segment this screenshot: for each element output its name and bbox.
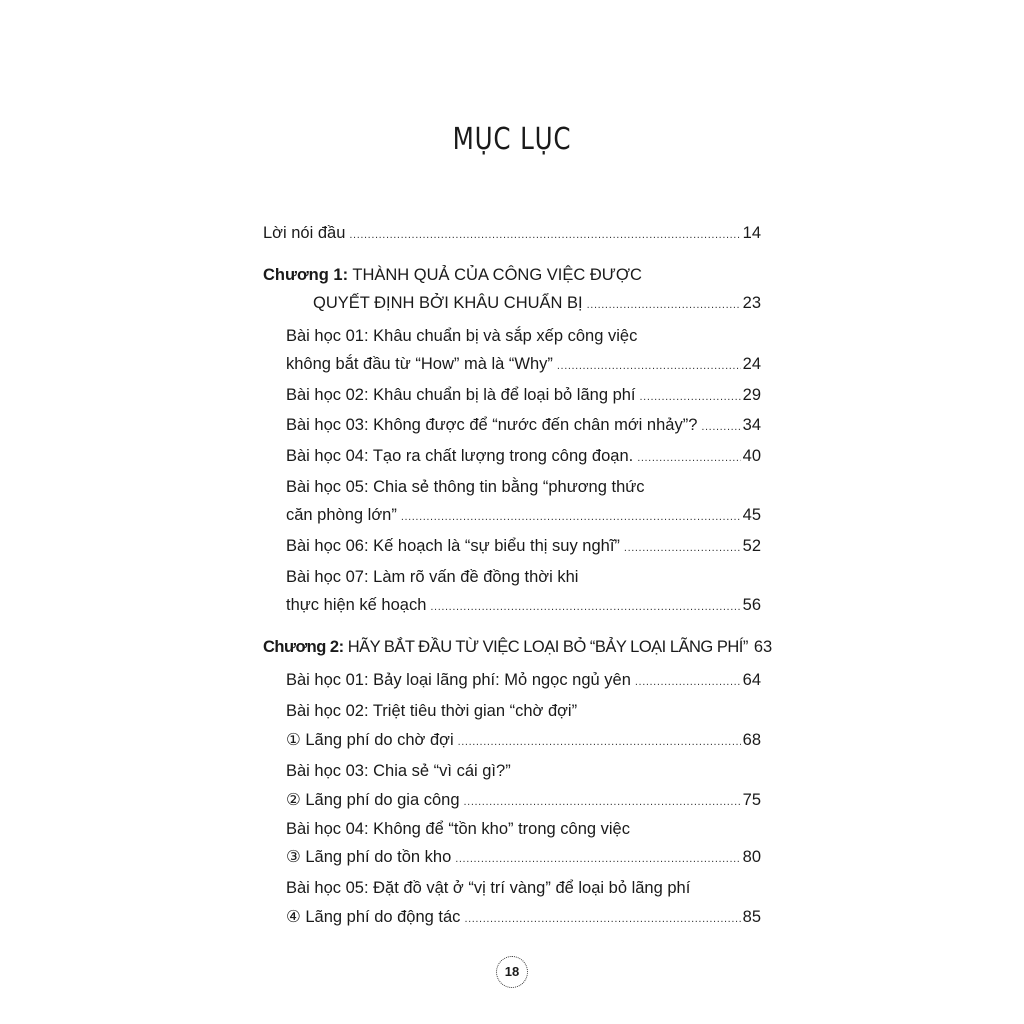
- toc-page-number: 34: [742, 416, 761, 434]
- toc-lesson-1-1-line-2[interactable]: [286, 351, 761, 377]
- lesson-title: Bài học 05: Đặt đồ vật ở “vị trí vàng” để loại bỏ lãng phí: [286, 879, 691, 897]
- toc-lesson-2-1[interactable]: [286, 667, 761, 693]
- leader-dots: [637, 443, 740, 471]
- toc-lesson-2-3-line-2[interactable]: [286, 787, 761, 813]
- lesson-subtitle: ② Lãng phí do gia công: [286, 791, 460, 809]
- lesson-subtitle: ③ Lãng phí do tồn kho: [286, 848, 452, 866]
- toc-page-number: 64: [742, 671, 761, 689]
- toc-lesson-2-4-line-2[interactable]: [286, 844, 761, 870]
- lesson-title: Bài học 04: Tạo ra chất lượng trong công đoạn.: [286, 447, 634, 465]
- toc-lesson-2-5-line-1[interactable]: [286, 875, 690, 901]
- lesson-title: Bài học 02: Triệt tiêu thời gian “chờ đợi”: [286, 702, 578, 720]
- page-title: MỤC LỤC: [452, 122, 572, 157]
- toc-page-number: 80: [742, 848, 761, 866]
- toc-lesson-1-1-line-1[interactable]: [286, 323, 637, 349]
- toc-page-number: 14: [742, 224, 761, 242]
- leader-dots: [635, 667, 741, 695]
- leader-dots: [464, 904, 740, 932]
- toc-page-number: 24: [742, 355, 761, 373]
- leader-dots: [455, 844, 740, 872]
- lesson-title: Bài học 07: Làm rõ vấn đề đồng thời khi: [286, 568, 579, 586]
- toc-entry-text: Lời nói đầu: [263, 224, 346, 242]
- toc-lesson-2-4-line-1[interactable]: [286, 816, 630, 842]
- toc-lesson-1-5-line-1[interactable]: [286, 474, 645, 500]
- lesson-subtitle: ① Lãng phí do chờ đợi: [286, 731, 454, 749]
- toc-page-number: 68: [742, 731, 761, 749]
- chapter-title-cont: QUYẾT ĐỊNH BỞI KHÂU CHUẨN BỊ: [313, 294, 583, 312]
- lesson-title: Bài học 02: Khâu chuẩn bị là để loại bỏ lãng phí: [286, 386, 636, 404]
- leader-dots: [430, 592, 740, 620]
- toc-lesson-1-5-line-2[interactable]: [286, 502, 761, 528]
- lesson-title-cont: căn phòng lớn”: [286, 506, 397, 524]
- toc-page-number: 52: [742, 537, 761, 555]
- toc-lesson-1-6[interactable]: [286, 533, 761, 559]
- toc-lesson-1-2[interactable]: [286, 382, 761, 408]
- toc-chapter-1-line-2[interactable]: [313, 290, 761, 316]
- leader-dots: [624, 533, 741, 561]
- toc-page-number: 45: [742, 506, 761, 524]
- leader-dots: [401, 502, 741, 530]
- leader-dots: [701, 412, 740, 440]
- toc-lesson-1-7-line-1[interactable]: [286, 564, 578, 590]
- toc-page-number: 23: [742, 294, 761, 312]
- toc-lesson-1-7-line-2[interactable]: [286, 592, 761, 618]
- toc-lesson-1-3[interactable]: [286, 412, 761, 438]
- toc-page-number: 75: [742, 791, 761, 809]
- toc-chapter-1-line-1[interactable]: [263, 262, 642, 288]
- leader-dots: [640, 382, 741, 410]
- leader-dots: [464, 787, 741, 815]
- toc-lesson-2-5-line-2[interactable]: [286, 904, 761, 930]
- page-number-badge: 18: [496, 956, 528, 988]
- leader-dots: [557, 351, 741, 379]
- leader-dots: [349, 220, 740, 248]
- lesson-title: Bài học 04: Không để “tồn kho” trong công việc: [286, 820, 630, 838]
- toc-lesson-2-2-line-1[interactable]: [286, 698, 577, 724]
- chapter-title: THÀNH QUẢ CỦA CÔNG VIỆC ĐƯỢC: [352, 266, 642, 284]
- toc-page-number: 40: [742, 447, 761, 465]
- chapter-label: Chương 2:: [263, 638, 344, 656]
- toc-page-number: 63: [753, 638, 773, 656]
- chapter-title: HÃY BẮT ĐẦU TỪ VIỆC LOẠI BỎ “BẢY LOẠI LÃNG PHÍ”: [347, 638, 748, 656]
- lesson-title-cont: không bắt đầu từ “How” mà là “Why”: [286, 355, 553, 373]
- lesson-title: Bài học 03: Không được để “nước đến chân mới nhảy”?: [286, 416, 698, 434]
- lesson-title: Bài học 01: Khâu chuẩn bị và sắp xếp công việc: [286, 327, 638, 345]
- lesson-subtitle: ④ Lãng phí do động tác: [286, 908, 461, 926]
- lesson-title-cont: thực hiện kế hoạch: [286, 596, 427, 614]
- toc-page-number: 85: [742, 908, 761, 926]
- leader-dots: [458, 727, 741, 755]
- toc-lesson-2-3-line-1[interactable]: [286, 758, 511, 784]
- toc-entry-preface[interactable]: [263, 220, 761, 246]
- lesson-title: Bài học 03: Chia sẻ “vì cái gì?”: [286, 762, 511, 780]
- toc-page-number: 29: [742, 386, 761, 404]
- toc-chapter-2[interactable]: [263, 634, 773, 660]
- lesson-title: Bài học 06: Kế hoạch là “sự biểu thị suy nghĩ”: [286, 537, 620, 555]
- chapter-label: Chương 1:: [263, 266, 349, 284]
- toc-page-number: 56: [742, 596, 761, 614]
- toc-lesson-1-4[interactable]: [286, 443, 761, 469]
- lesson-title: Bài học 05: Chia sẻ thông tin bằng “phương thức: [286, 478, 645, 496]
- lesson-title: Bài học 01: Bảy loại lãng phí: Mỏ ngọc ngủ yên: [286, 671, 631, 689]
- toc-lesson-2-2-line-2[interactable]: [286, 727, 761, 753]
- leader-dots: [587, 290, 741, 318]
